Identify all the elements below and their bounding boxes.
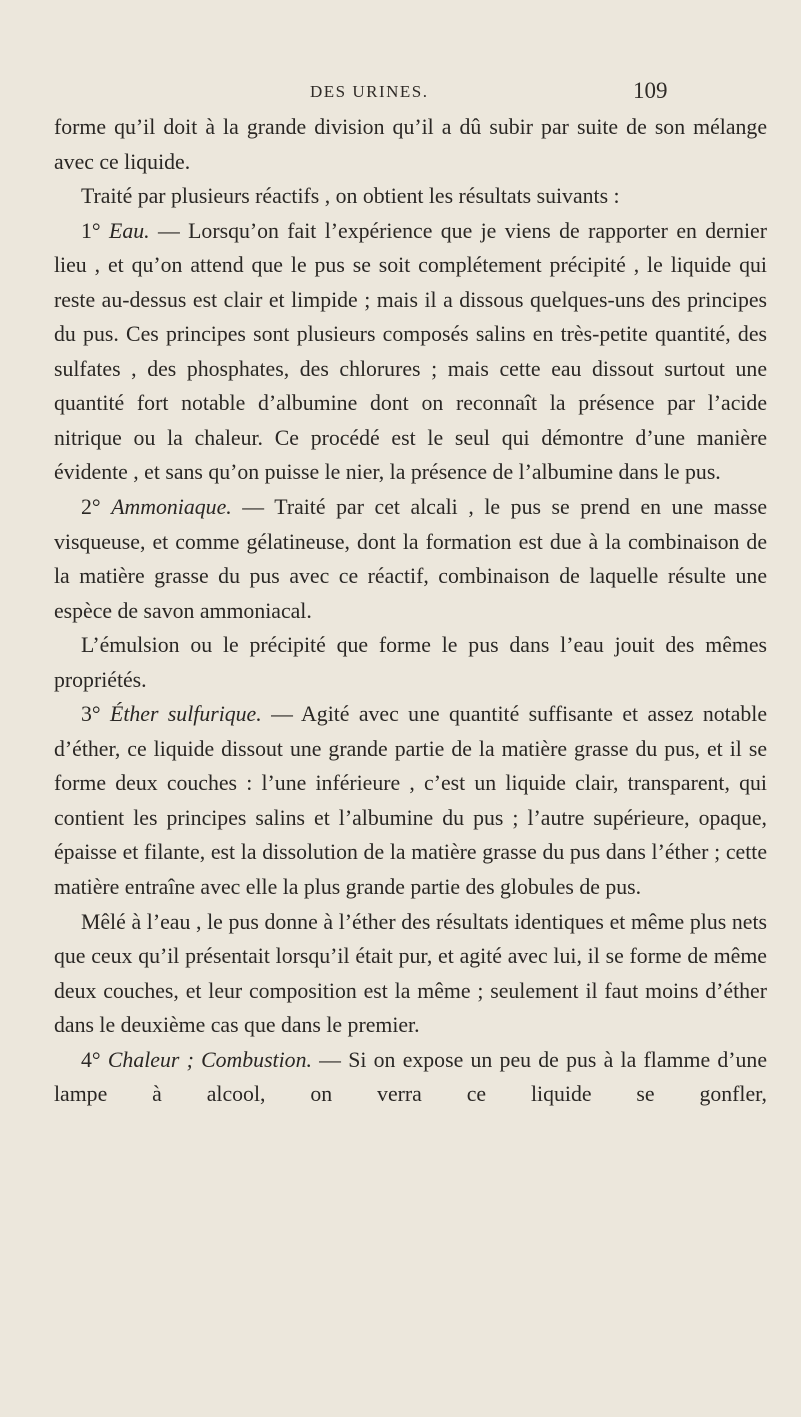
item-heading: Ammoniaque. — [111, 495, 232, 520]
paragraph-text: — Agité avec une quantité suffisante et assez notable d’éther, ce liquide dissout une grande partie de la matière grasse du pus, et il se forme deux couches : l’une inférieure , c’est un liquide clair, transparent, qui contient les principes salins et l’albumine du pus ; l’autre supérieure, opaque, épaisse et filante, est la dissolution de la matière grasse du pus dans l’éther ; cette matière entraîne avec elle la plus grande partie des globules de pus. — [54, 702, 768, 900]
item-heading: Eau. — [109, 218, 150, 243]
item-number: 2° — [81, 495, 101, 520]
paragraph-eau — [54, 214, 767, 490]
item-number: 3° — [81, 702, 101, 727]
paragraph-ammoniaque — [54, 490, 767, 628]
paragraph-chaleur — [54, 1043, 767, 1112]
paragraph-text: L’émulsion ou le précipité que forme le pus dans l’eau jouit des mêmes propriétés. — [54, 633, 767, 692]
paragraph-continuation — [54, 110, 767, 179]
paragraph-text: Mêlé à l’eau , le pus donne à l’éther des résultats identiques et même plus nets que ceux qu’il présentait lorsqu’il était pur, et agité avec lui, il se forme de même deux couches, et leur composition est la même ; seulement il faut moins d’éther dans le deuxième cas que dans le premier. — [54, 909, 767, 1038]
body-text — [54, 110, 767, 1112]
paragraph-emulsion — [54, 628, 767, 697]
item-number: 4° — [81, 1047, 101, 1072]
running-header — [0, 78, 801, 108]
item-number: 1° — [81, 218, 101, 243]
paragraph-text: — Lorsqu’on fait l’expérience que je viens de rapporter en dernier lieu , et qu’on attend que le pus se soit complétement précipité , le liquide qui reste au-dessus est clair et limpide ; mais il a dissous quelques-uns des principes du pus. Ces principes sont plusieurs composés salins en très-petite quantité, des sulfates , des phosphates, des chlorures ; mais cette eau dissout surtout une quantité fort notable d’albumine dont on reconnaît la présence par l’acide nitrique ou la chaleur. Ce procédé est le seul qui démontre d’une manière évidente , et sans qu’on puisse le nier, la présence de l’albumine dans le pus. — [54, 218, 767, 485]
paragraph-ether — [54, 697, 767, 904]
paragraph-mele — [54, 905, 767, 1043]
paragraph-text: — Si on expose un peu de pus à la flamme d’une lampe à alcool, on verra ce liquide se gonfler, — [54, 1047, 767, 1107]
item-heading: Chaleur ; Combustion. — [107, 1047, 312, 1072]
item-heading: Éther sulfurique. — [110, 702, 262, 727]
paragraph-intro — [54, 179, 767, 214]
page-number: 109 — [633, 78, 668, 103]
running-title: DES URINES. — [310, 82, 429, 101]
paragraph-text: Traité par plusieurs réactifs , on obtient les résultats suivants : — [81, 184, 620, 209]
paragraph-text: — Traité par cet alcali , le pus se prend en une masse visqueuse, et comme gélatineuse, dont la formation est due à la combinaison de la matière grasse du pus avec ce réactif, combinaison de laquelle résulte une espèce de savon ammoniacal. — [54, 495, 767, 623]
paragraph-text: forme qu’il doit à la grande division qu’il a dû subir par suite de son mélange avec ce liquide. — [54, 115, 767, 174]
